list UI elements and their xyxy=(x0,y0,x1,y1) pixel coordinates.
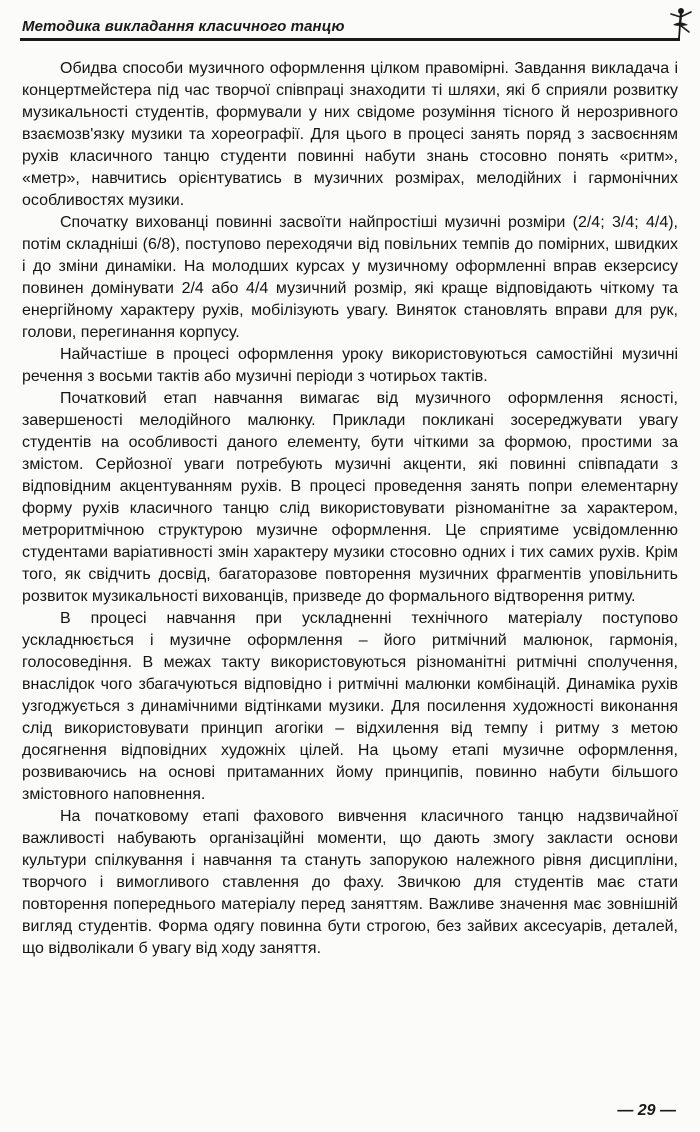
paragraph: Спочатку вихованці повинні засвоїти найпростіші музичні розміри (2/4; 3/4; 4/4), потім складніші (6/8), поступово переходячи від повільних темпів до помірних, швидких і до зміни динаміки. На молодших курсах у музичному оформленні вправ екзерсису повинен домінувати 2/4 або 4/4 музичний розмір, які краще відповідають чіткому та енергійному характеру рухів, мобілізують увагу. Виняток становлять вправи для рук, голови, перегинання корпусу. xyxy=(22,214,678,341)
paragraph: Обидва способи музичного оформлення цілком правомірні. Завдання викладача і концертмейстера під час творчої співпраці знаходити ті шляхи, які б сприяли розвитку музикальності студентів, формували у них свідоме розуміння тісного й нерозривного взаємозв'язку музики та хореографії. Для цього в процесі занять поряд з засвоєнням рухів класичного танцю студенти повинні набути знань стосовно понять «ритм», «метр», навчитись орієнтуватись в музичних розмірах, мелодійних і гармонічних особливостях музики. xyxy=(22,60,678,209)
paragraph: Найчастіше в процесі оформлення уроку використовуються самостійні музичні речення з восьми тактів або музичні періоди з чотирьох тактів. xyxy=(22,346,678,385)
running-header xyxy=(20,12,680,42)
body-text xyxy=(22,58,678,960)
paragraph: Початковий етап навчання вимагає від музичного оформлення ясності, завершеності мелодійного малюнку. Приклади покликані зосереджувати увагу студентів на особливості даного елементу, бути чіткими за формою, простими за змістом. Серйозної уваги потребують музичні акценти, які повинні співпадати з відповідним акцентуванням рухів. В процесі проведення занять попри елементарну форму рухів класичного танцю слід використовувати різноманітне за характером, метроритмічною структурою музичне оформлення. Це сприятиме усвідомленню студентами варіативності змін характеру музики стосовно одних і тих самих рухів. Крім того, як свідчить досвід, багаторазове повторення музичних фрагментів уповільнить розвиток музикальності вихованців, призведе до формального відтворення ритму. xyxy=(22,390,678,605)
header-rule xyxy=(20,38,680,41)
running-header-title: Методика викладання класичного танцю xyxy=(22,18,345,35)
page-number: — 29 — xyxy=(617,1102,676,1119)
ballerina-icon xyxy=(661,6,697,40)
paragraph: На початковому етапі фахового вивчення класичного танцю надзвичайної важливості набувають організаційні моменти, що дають змогу закласти основи культури спілкування і навчання та стануть запорукою належного рівня дисципліни, творчого і вимогливого ставлення до фаху. Звичкою для студентів має стати повторення попереднього матеріалу перед заняттям. Важливе значення має зовнішній вигляд студентів. Форма одягу повинна бути строгою, без зайвих аксесуарів, деталей, що відволікали б увагу від ходу заняття. xyxy=(22,808,678,957)
paragraph: В процесі навчання при ускладненні технічного матеріалу поступово ускладнюється і музичне оформлення – його ритмічний малюнок, гармонія, голосоведіння. В межах такту використовуються різноманітні ритмічні сполучення, внаслідок чого збагачуються відповідно і ритмічні малюнки комбінацій. Динаміка рухів узгоджується з динамічними відтінками музики. Для посилення художності виконання слід використовувати принцип агогіки – відхилення від темпу і ритму з метою досягнення відповідних художніх цілей. На цьому етапі музичне оформлення, розвиваючись на основі притаманних йому принципів, повинно набути більшого змістовного наповнення. xyxy=(22,610,678,803)
